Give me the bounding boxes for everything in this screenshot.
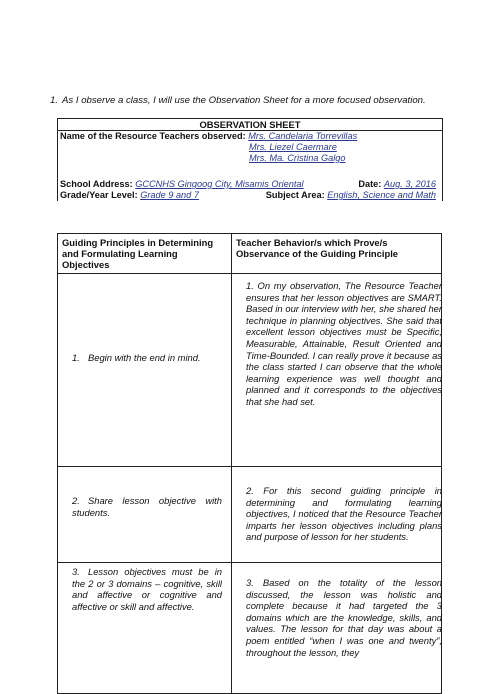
- intro-paragraph: [50, 95, 442, 107]
- intro-number: 1.: [50, 95, 59, 106]
- grade-value: Grade 9 and 7: [140, 190, 199, 200]
- table-row: [58, 274, 442, 467]
- subject-value: English, Science and Math: [327, 190, 436, 200]
- table-row: [58, 467, 442, 563]
- subject-label: Subject Area:: [265, 190, 325, 200]
- sheet-title: OBSERVATION SHEET: [58, 119, 442, 131]
- school-address: GCCNHS Gingoog City, Misamis Oriental: [135, 179, 304, 189]
- school-label: School Address:: [60, 179, 133, 189]
- principle-number: 3.: [72, 566, 80, 577]
- behavior-text: 3. Based on the totality of the lesson discussed, the lesson was holistic and complete because it had targeted the 3 domains which are the knowledge, skills, and values. The lesson for that day was about a poem entitled “when I was one and twenty”, throughout the lesson, they: [246, 577, 442, 658]
- table-row: [58, 563, 442, 694]
- observation-sheet: [57, 118, 443, 201]
- principle-number: 2.: [72, 495, 80, 506]
- teacher-name: Mrs. Liezel Caermare: [249, 142, 337, 152]
- grade-label: Grade/Year Level:: [60, 190, 138, 200]
- principle-text: Begin with the end in mind.: [88, 352, 201, 363]
- teacher-name: Mrs. Ma. Cristina Galgo: [249, 153, 346, 163]
- principle-text: Lesson objectives must be in the 2 or 3 domains – cognitive, skill and affective or cognitive and affective or skill and affective.: [72, 566, 222, 612]
- teacher-name: Mrs. Candelaria Torrevillas: [248, 131, 358, 141]
- table-header: Teacher Behavior/s which Prove/s Observance of the Guiding Principle: [232, 234, 442, 274]
- date-label: Date:: [358, 179, 382, 189]
- teachers-label: Name of the Resource Teachers observed:: [60, 131, 246, 141]
- principle-text: Share lesson objective with students.: [72, 495, 222, 518]
- behavior-text: 1. On my observation, The Resource Teacher ensures that her lesson objectives are SMART. Based in our interview with her, she shared her technique in planning objectives. She said that excellent lesson objectives must be Specific, Measurable, Attainable, Result Oriented and Time-Bounded. I can really prove it because as the class started I can observe that the whole learning experience was well thought and planned and it corresponds to the objectives that she had set.: [246, 280, 442, 407]
- intro-text: As I observe a class, I will use the Observation Sheet for a more focused observation.: [62, 95, 426, 106]
- date-value: Aug. 3, 2016: [383, 179, 436, 189]
- guiding-principles-table: [57, 233, 442, 694]
- table-header: Guiding Principles in Determining and Formulating Learning Objectives: [58, 234, 232, 274]
- behavior-text: 2. For this second guiding principle in determining and formulating learning objectives, I noticed that the Resource Teacher imparts her lesson objectives including plans and purpose of lesson for her students.: [246, 485, 442, 543]
- principle-number: 1.: [72, 352, 80, 363]
